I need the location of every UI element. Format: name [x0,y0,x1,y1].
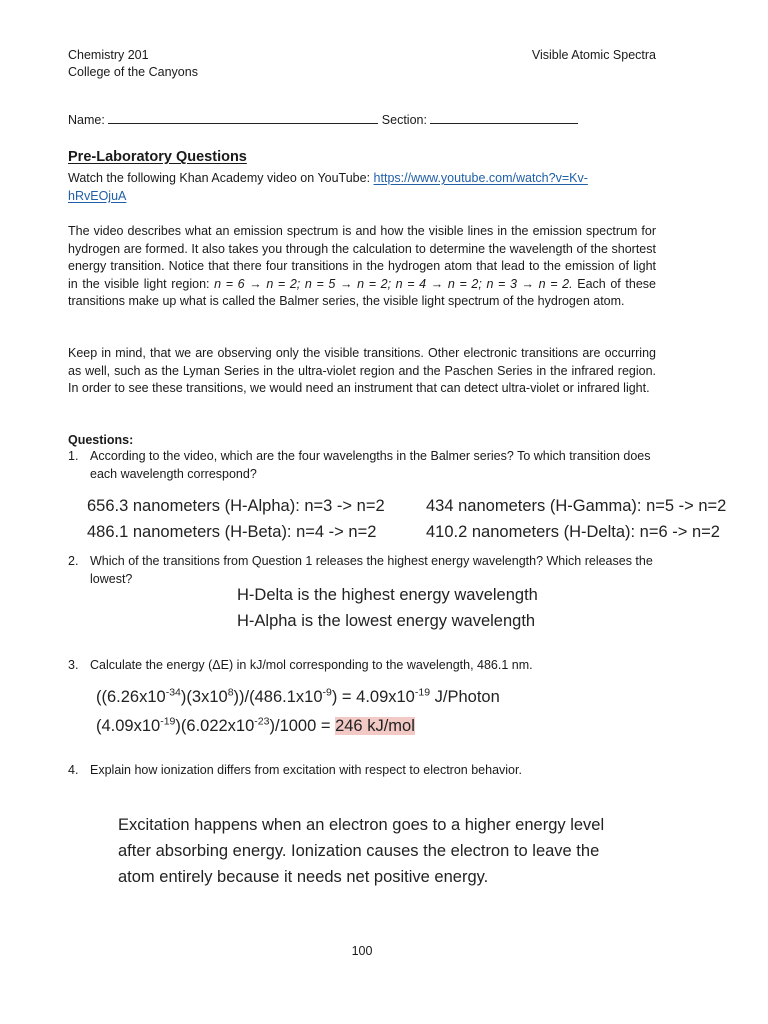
name-label: Name: [68,113,105,127]
prelab-heading: Pre-Laboratory Questions [68,149,247,165]
college-name: College of the Canyons [68,65,198,79]
question-1-number: 1. [68,449,79,463]
question-2-text: Which of the transitions from Question 1 releases the highest energy wavelength? Which releases the lowest? [90,554,653,586]
course-name: Chemistry 201 [68,48,149,62]
intro-text: Watch the following Khan Academy video on YouTube: [68,171,371,185]
energy-result-highlight: 246 kJ/mol [335,717,415,735]
paragraph-emission-spectrum: The video describes what an emission spectrum is and how the visible lines in the emission spectrum for hydrogen are formed. It also takes you through the calculation to determine the wavelength of the shortest energy transition. Notice that there four transitions in the hydrogen atom that lead to the emission of light in the visible light region: n = 6 → n = 2; n = 5 → n = 2; n = 4 → n = 2; n = 3 → n = 2. Each of these transitions make up what is called the Balmer series, the visible light spectrum of the hydrogen atom. [68,224,656,308]
question-2-number: 2. [68,554,79,568]
document-topic: Visible Atomic Spectra [531,48,656,62]
answer-h-alpha: 656.3 nanometers (H-Alpha): n=3 -> n=2 [87,497,385,515]
name-blank[interactable] [108,111,378,124]
answer-highest-energy: H-Delta is the highest energy wavelength [237,586,538,604]
energy-calc-line-2: $(4.09x10^{-19})(6.022x10^{-23})/1000 = 246$ kJ/mol [96,715,415,735]
answer-h-beta: 486.1 nanometers (H-Beta): n=4 -> n=2 [87,523,377,541]
question-1-text: According to the video, which are the four wavelengths in the Balmer series? To which transition does each wavelength correspond? [90,449,651,481]
question-4-text: Explain how ionization differs from excitation with respect to electron behavior. [90,763,522,777]
prelab-intro [68,170,656,205]
section-label: Section: [381,113,427,127]
question-3-number: 3. [68,658,79,672]
questions-label: Questions: [68,433,134,447]
transition-list: n = 6 → n = 2; n = 5 → n = 2; n = 4 → n = 2; n = 3 → n = 2. [214,276,573,291]
answer-h-delta: 410.2 nanometers (H-Delta): n=6 -> n=2 [426,523,720,541]
answer-h-gamma: 434 nanometers (H-Gamma): n=5 -> n=2 [426,497,727,515]
answer-ionization-vs-excitation: Excitation happens when an electron goes to a higher energy level after absorbing energy. Ionization causes the electron to leave the atom entirely because it needs net positive energy. [118,816,605,886]
question-3-text: Calculate the energy (ΔE) in kJ/mol corresponding to the wavelength, 486.1 nm. [90,658,533,672]
page-number: 100 [351,944,373,958]
youtube-link[interactable]: https://www.youtube.com/watch?v=Kv- hRvEOjuA [68,171,588,203]
name-section-row [68,111,578,130]
energy-calc-line-1: $((6.26x10^{-34})(3x10^8))/(486.1x10^{-9}) = 4.09x10^{-19}$ J/Photon [96,686,500,706]
paragraph-visible-transitions: Keep in mind, that we are observing only the visible transitions. Other electronic transitions are occurring as well, such as the Lyman Series in the ultra-violet region and the Paschen Series in the infrared region. In order to see these transitions, we would need an instrument that can detect ultra-violet or infrared light. [68,346,656,395]
question-4-number: 4. [68,763,79,777]
answer-lowest-energy: H-Alpha is the lowest energy wavelength [237,612,536,630]
section-blank[interactable] [430,111,578,124]
